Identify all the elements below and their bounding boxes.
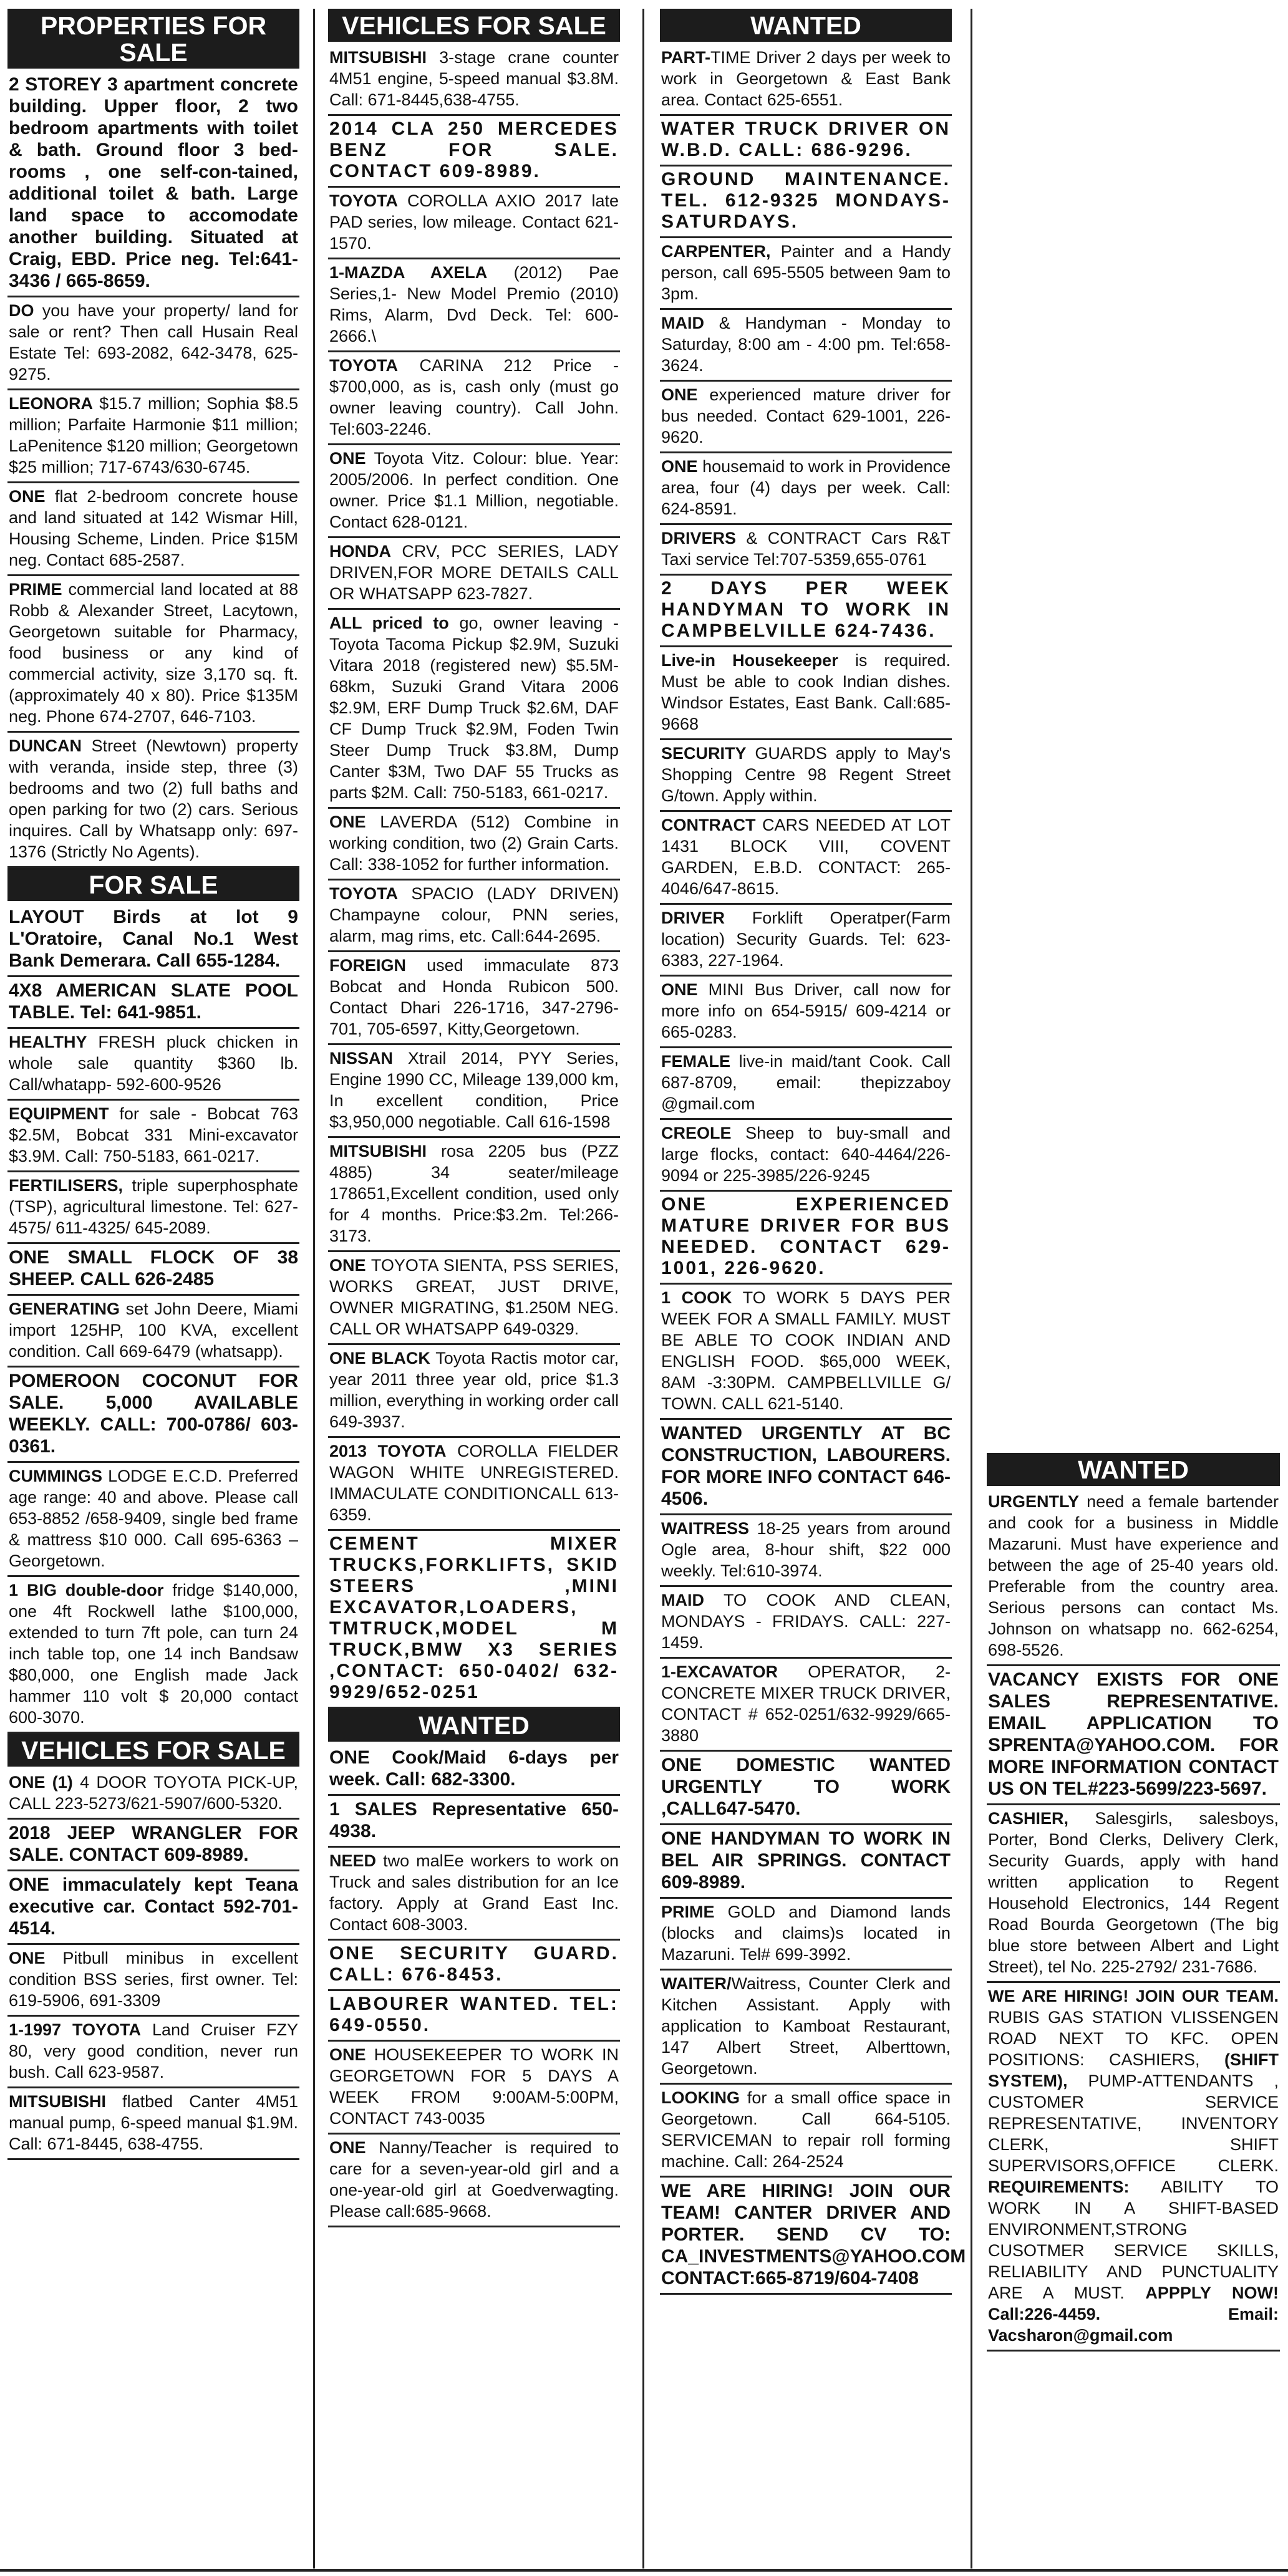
classified-ad: MAID TO COOK AND CLEAN, MONDAYS - FRIDAYS. CALL: 227-1459. — [660, 1587, 952, 1659]
column-2 — [328, 9, 620, 2227]
classified-ad: 1 SALES Representative 650-4938. — [328, 1796, 620, 1848]
classified-ad: WANTED URGENTLY AT BC CONSTRUCTION, LABOURERS. FOR MORE INFO CONTACT 646-4506. — [660, 1420, 952, 1515]
classified-ad: 2 STOREY 3 apartment concrete building. Upper floor, 2 two bedroom apartments with toilet & bath. Ground floor 3 bed-rooms , one self-con-tained, additional toilet & bath. Large land space to accomodate another building. Situated at Craig, EBD. Price neg. Tel:641-3436 / 665-8659. — [7, 71, 299, 297]
classified-ad: FERTILISERS, triple superphosphate (TSP), agricultural limestone. Tel: 627-4575/ 611-4325/ 645-2089. — [7, 1172, 299, 1244]
section-heading-wanted: WANTED — [328, 1709, 620, 1742]
classified-ad: LEONORA $15.7 million; Sophia $8.5 million; Parfaite Harmonie $11 million; LaPenitence $120 million; Georgetown $25 million; 717-6743/630-6745. — [7, 390, 299, 483]
classified-ad: ONE SECURITY GUARD. CALL: 676-8453. — [328, 1941, 620, 1991]
classified-ad: ALL priced to go, owner leaving - Toyota Tacoma Pickup $2.9M, Suzuki Vitara 2018 (registered new) $5.5M-68km, Suzuki Grand Vitara 2006 $2.9M, ERF Dump Truck $2.6M, DAF CF Dump Truck $2.9M, Foden Twin Steer Dump Truck $3.8M, Dump Canter $3M, Two DAF 55 Trucks as parts $2M. Call: 750-5183, 661-0217. — [328, 610, 620, 809]
classified-ad: DUNCAN Street (Newtown) property with veranda, inside step, three (3) bedrooms and two (2) full baths and open parking for two (2) cars. Serious inquires. Call by Whatsapp only: 697-1376 (Strictly No Agents). — [7, 733, 299, 868]
classified-ad: VACANCY EXISTS FOR ONE SALES REPRESENTATIVE. EMAIL APPLICATION TO SPRENTA@YAHOO.COM. FOR MORE INFORMATION CONTACT US ON TEL#223-5699/223-5697. — [987, 1666, 1280, 1805]
classified-ad: WAITER/Waitress, Counter Clerk and Kitchen Assistant. Apply with application to Kamboat Restaurant, 147 Albert Street, Alberttown, Georgetown. — [660, 1971, 952, 2085]
classified-ad: WAITRESS 18-25 years from around Ogle area, 8-hour shift, $22 000 weekly. Tel:610-3974. — [660, 1515, 952, 1587]
column-divider — [642, 9, 644, 2569]
classified-ad: ONE BLACK Toyota Ractis motor car, year 2011 three year old, price $1.3 million, everything in working order call 649-3937. — [328, 1345, 620, 1438]
classified-ad: ONE experienced mature driver for bus needed. Contact 629-1001, 226-9620. — [660, 382, 952, 453]
classified-ad: ONE HOUSEKEEPER TO WORK IN GEORGETOWN FOR 5 DAYS A WEEK FROM 9:00AM-5:00PM, CONTACT 743-0035 — [328, 2042, 620, 2135]
classified-ad: SECURITY GUARDS apply to May's Shopping Centre 98 Regent Street G/town. Apply within. — [660, 740, 952, 812]
classified-ad: GENERATING set John Deere, Miami import 125HP, 100 KVA, excellent condition. Call 669-6479 (whatsapp). — [7, 1296, 299, 1368]
classified-ad: GROUND MAINTENANCE. TEL. 612-9325 MONDAYS-SATURDAYS. — [660, 166, 952, 238]
section-heading-vehicles-for-sale: VEHICLES FOR SALE — [328, 9, 620, 42]
classified-ad: ONE (1) 4 DOOR TOYOTA PICK-UP, CALL 223-5273/621-5907/600-5320. — [7, 1769, 299, 1820]
classified-ad: LABOURER WANTED. TEL: 649-0550. — [328, 1991, 620, 2042]
section-heading-wanted: WANTED — [660, 9, 952, 42]
classified-ad: ONE flat 2-bedroom concrete house and land situated at 142 Wismar Hill, Housing Scheme, Linden. Price $15M neg. Contact 685-2587. — [7, 483, 299, 576]
classified-ad: ONE housemaid to work in Providence area, four (4) days per week. Call: 624-8591. — [660, 453, 952, 525]
classified-ad: WE ARE HIRING! JOIN OUR TEAM. RUBIS GAS STATION VLISSENGEN ROAD NEXT TO KFC. OPEN POSITIONS: CASHIERS, (SHIFT SYSTEM), PUMP-ATTENDANTS , CUSTOMER SERVICE REPRESENTATIVE, INVENTORY CLERK, SHIFT SUPERVISORS,OFFICE CLERK. REQUIREMENTS: ABILITY TO WORK IN A SHIFT-BASED ENVIRONMENT,STRONG CUSOTMER SERVICE SKILLS, RELIABILITY AND PUNCTUALITY ARE A MUST. APPPLY NOW! Call:226-4459. Email: Vacsharon@gmail.com — [987, 1983, 1280, 2352]
classified-ad: POMEROON COCONUT FOR SALE. 5,000 AVAILABLE WEEKLY. CALL: 700-0786/ 603-0361. — [7, 1368, 299, 1463]
classified-ad: ONE TOYOTA SIENTA, PSS SERIES, WORKS GREAT, JUST DRIVE, OWNER MIGRATING, $1.250M NEG. CALL OR WHATSAPP 649-0329. — [328, 1252, 620, 1345]
classified-ad: MITSUBISHI flatbed Canter 4M51 manual pump, 6-speed manual $1.9M. Call: 671-8445, 638-4755. — [7, 2088, 299, 2160]
classified-ad: DO you have your property/ land for sale or rent? Then call Husain Real Estate Tel: 693-2082, 642-3478, 625-9275. — [7, 297, 299, 390]
classified-ad: 2014 CLA 250 MERCEDES BENZ FOR SALE. CONTACT 609-8989. — [328, 116, 620, 188]
column-1 — [7, 9, 299, 2160]
classified-ad: 2 DAYS PER WEEK HANDYMAN TO WORK IN CAMPBELVILLE 624-7436. — [660, 576, 952, 647]
column-divider — [313, 9, 315, 2569]
column-3 — [660, 9, 966, 2295]
classified-ad: ONE SMALL FLOCK OF 38 SHEEP. CALL 626-2485 — [7, 1244, 299, 1296]
classified-ad: ONE Pitbull minibus in excellent condition BSS series, first owner. Tel: 619-5906, 691-3309 — [7, 1945, 299, 2017]
classified-ad: CARPENTER, Painter and a Handy person, call 695-5505 between 9am to 3pm. — [660, 238, 952, 310]
section-heading-vehicles-for-sale: VEHICLES FOR SALE — [7, 1734, 299, 1767]
column-divider — [971, 9, 972, 2569]
classified-ad: DRIVER Forklift Operatper(Farm location) Security Guards. Tel: 623-6383, 227-1964. — [660, 905, 952, 977]
classified-ad: CEMENT MIXER TRUCKS,FORKLIFTS, SKID STEERS ,MINI EXCAVATOR,LOADERS, TMTRUCK,MODEL M TRUCK,BMW X3 SERIES ,CONTACT: 650-0402/ 632-9929/652-0251 — [328, 1531, 620, 1709]
classified-ad: LAYOUT Birds at lot 9 L'Oratoire, Canal No.1 West Bank Demerara. Call 655-1284. — [7, 904, 299, 977]
classified-ad: 4X8 AMERICAN SLATE POOL TABLE. Tel: 641-9851. — [7, 977, 299, 1029]
classified-ad: Live-in Housekeeper is required. Must be able to cook Indian dishes. Windsor Estates, East Bank. Call:685-9668 — [660, 647, 952, 740]
classified-ad: CASHIER, Salesgirls, salesboys, Porter, Bond Clerks, Delivery Clerk, Security Guards, apply with hand written application to Regent Household Electronics, 144 Regent Road Bourda Georgetown (The big blue store between Albert and Light Street), tel No. 225-2792/ 231-7686. — [987, 1805, 1280, 1983]
classified-ad: CONTRACT CARS NEEDED AT LOT 1431 BLOCK VIII, COVENT GARDEN, E.B.D. CONTACT: 265-4046/647-8615. — [660, 812, 952, 905]
classified-ad: TOYOTA SPACIO (LADY DRIVEN) Champayne colour, PNN series, alarm, mag rims, etc. Call:644-2695. — [328, 880, 620, 952]
classified-ad: CUMMINGS LODGE E.C.D. Preferred age range: 40 and above. Please call 653-8852 /658-9409, single bed frame & mattress $10 000. Call 695-6363 – Georgetown. — [7, 1463, 299, 1577]
classified-ad: 2013 TOYOTA COROLLA FIELDER WAGON WHITE UNREGISTERED. IMMACULATE CONDITIONCALL 613-6359. — [328, 1438, 620, 1531]
classified-ad: LOOKING for a small office space in Georgetown. Call 664-5105. SERVICEMAN to repair roll forming machine. Call: 264-2524 — [660, 2085, 952, 2178]
classified-ad: PRIME commercial land located at 88 Robb & Alexander Street, Lacytown, Georgetown suitable for Pharmacy, food business or any kind of commercial activity, size 3,170 sq. ft. (approximately 40 x 80). Price $135M neg. Phone 674-2707, 646-7103. — [7, 576, 299, 733]
classified-ad: WE ARE HIRING! JOIN OUR TEAM! CANTER DRIVER AND PORTER. SEND CV TO: CA_INVESTMENTS@YAHOO.COM CONTACT:665-8719/604-7408 — [660, 2178, 952, 2295]
classified-ad: HONDA CRV, PCC SERIES, LADY DRIVEN,FOR MORE DETAILS CALL OR WHATSAPP 623-7827. — [328, 538, 620, 610]
classified-ad: PRIME GOLD and Diamond lands (blocks and claims)s located in Mazaruni. Tel# 699-3992. — [660, 1899, 952, 1971]
classified-ad: TOYOTA COROLLA AXIO 2017 late PAD series, low mileage. Contact 621-1570. — [328, 188, 620, 259]
classified-ad: CREOLE Sheep to buy-small and large flocks, contact: 640-4464/226-9094 or 225-3985/226-9245 — [660, 1120, 952, 1192]
classified-ad: ONE Nanny/Teacher is required to care for a seven-year-old girl and a one-year-old girl at Goedverwagting. Please call:685-9668. — [328, 2135, 620, 2227]
classified-ad: TOYOTA CARINA 212 Price - $700,000, as is, cash only (must go owner leaving country). Call John. Tel:603-2246. — [328, 352, 620, 445]
classified-ad: ONE HANDYMAN TO WORK IN BEL AIR SPRINGS. CONTACT 609-8989. — [660, 1825, 952, 1899]
classified-ad: NISSAN Xtrail 2014, PYY Series, Engine 1990 CC, Mileage 139,000 km, In excellent condition, Price $3,950,000 negotiable. Call 616-1598 — [328, 1045, 620, 1138]
classified-ad: ONE immaculately kept Teana executive car. Contact 592-701-4514. — [7, 1871, 299, 1945]
classified-ad: 2018 JEEP WRANGLER FOR SALE. CONTACT 609-8989. — [7, 1820, 299, 1871]
classified-ad: ONE MINI Bus Driver, call now for more info on 654-5915/ 609-4214 or 665-0283. — [660, 977, 952, 1048]
classified-ad: URGENTLY need a female bartender and cook for a business in Middle Mazaruni. Must have experience and between the age of 25-40 years old. Preferable from the country area. Serious persons can contact Ms. Johnson on whatsapp no. 662-6254, 698-5526. — [987, 1488, 1280, 1666]
classified-ad: DRIVERS & CONTRACT Cars R&T Taxi service Tel:707-5359,655-0761 — [660, 525, 952, 576]
section-heading-properties-for-sale: PROPERTIES FOR SALE — [7, 9, 299, 69]
column-4 — [987, 1453, 1280, 2352]
classified-ad: 1-MAZDA AXELA (2012) Pae Series,1- New Model Premio (2010) Rims, Alarm, Dvd Deck. Tel: 600-2666.\ — [328, 259, 620, 352]
section-heading-wanted: WANTED — [987, 1453, 1280, 1486]
classified-ad: NEED two malEe workers to work on Truck and sales distribution for an Ice factory. Apply at Grand East Inc. Contact 608-3003. — [328, 1848, 620, 1941]
classified-ad: 1-1997 TOYOTA Land Cruiser FZY 80, very good condition, never run bush. Call 623-9587. — [7, 2017, 299, 2088]
classified-ad: MAID & Handyman - Monday to Saturday, 8:00 am - 4:00 pm. Tel:658-3624. — [660, 310, 952, 382]
classified-ad: ONE Toyota Vitz. Colour: blue. Year: 2005/2006. In perfect condition. One owner. Price $1.1 Million, negotiable. Contact 628-0121. — [328, 445, 620, 538]
page-bottom-rule — [0, 2569, 1288, 2572]
classified-ad: 1 BIG double-door fridge $140,000, one 4ft Rockwell lathe $100,000, extended to turn 7ft pole, can turn 24 inch table top, one 14 inch Bandsaw $80,000, one English made Jack hammer 110 volt $ 20,000 contact 600-3070. — [7, 1577, 299, 1734]
classified-ad: 1-EXCAVATOR OPERATOR, 2- CONCRETE MIXER TRUCK DRIVER, CONTACT # 652-0251/632-9929/665-3880 — [660, 1659, 952, 1752]
classified-ad: FEMALE live-in maid/tant Cook. Call 687-8709, email: thepizzaboy @gmail.com — [660, 1048, 952, 1120]
classified-ad: WATER TRUCK DRIVER ON W.B.D. CALL: 686-9296. — [660, 116, 952, 166]
section-heading-for-sale: FOR SALE — [7, 868, 299, 901]
classified-ad: HEALTHY FRESH pluck chicken in whole sale quantity $360 lb. Call/whatapp- 592-600-9526 — [7, 1029, 299, 1101]
classified-ad: PART-TIME Driver 2 days per week to work in Georgetown & East Bank area. Contact 625-6551. — [660, 44, 952, 116]
classified-ad: 1 COOK TO WORK 5 DAYS PER WEEK FOR A SMALL FAMILY. MUST BE ABLE TO COOK INDIAN AND ENGLISH FOOD. $65,000 WEEK, 8AM -3:30PM. CAMPBELLVILLE G/ TOWN. CALL 621-5140. — [660, 1285, 952, 1420]
classified-ad: ONE EXPERIENCED MATURE DRIVER FOR BUS NEEDED. CONTACT 629-1001, 226-9620. — [660, 1192, 952, 1285]
classified-ad: ONE Cook/Maid 6-days per week. Call: 682-3300. — [328, 1744, 620, 1796]
classified-ad: MITSUBISHI 3-stage crane counter 4M51 engine, 5-speed manual $3.8M. Call: 671-8445,638-4755. — [328, 44, 620, 116]
classified-ad: MITSUBISHI rosa 2205 bus (PZZ 4885) 34 seater/mileage 178651,Excellent condition, used only for 4 months. Price:$3.2m. Tel:266-3173. — [328, 1138, 620, 1252]
classified-ad: EQUIPMENT for sale - Bobcat 763 $2.5M, Bobcat 331 Mini-excavator $3.9M. Call: 750-5183, 661-0217. — [7, 1101, 299, 1172]
classified-ad: FOREIGN used immaculate 873 Bobcat and Honda Rubicon 500. Contact Dhari 226-1716, 347-2796-701, 705-6597, Kitty,Georgetown. — [328, 952, 620, 1045]
classified-ad: ONE DOMESTIC WANTED URGENTLY TO WORK ,CALL647-5470. — [660, 1752, 952, 1825]
classified-ad: ONE LAVERDA (512) Combine in working condition, two (2) Grain Carts. Call: 338-1052 for further information. — [328, 809, 620, 880]
